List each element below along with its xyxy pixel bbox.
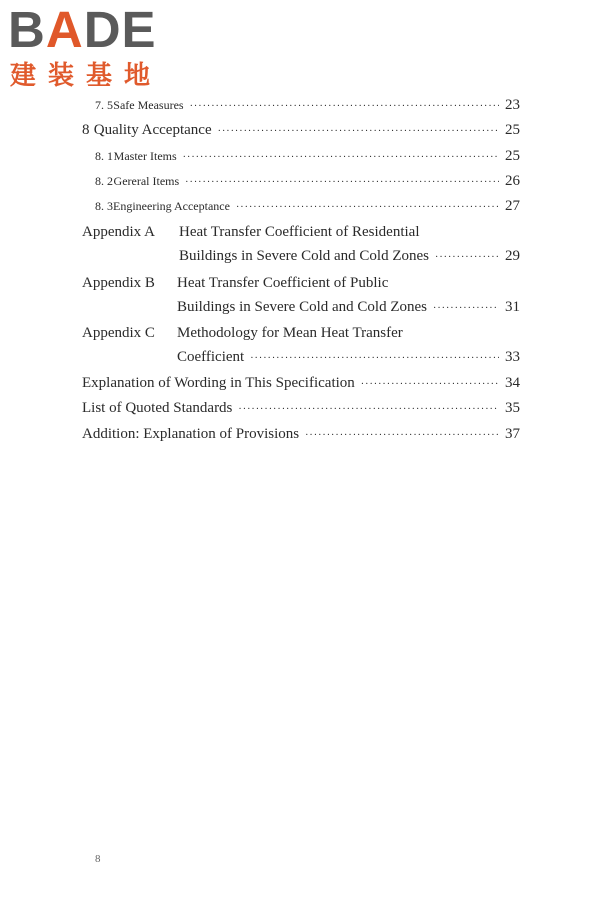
appendix-a-label[interactable]: Appendix A	[82, 224, 155, 240]
toc-entry-8[interactable]	[82, 122, 520, 139]
toc-entry-page: 26	[505, 173, 520, 189]
appendix-c-title-line2: Coefficient	[177, 349, 245, 365]
toc-entry-7-5[interactable]	[95, 97, 520, 114]
appendix-a-entry[interactable]	[179, 248, 520, 265]
logo-wordmark	[8, 1, 157, 58]
appendix-b-title-line2: Buildings in Severe Cold and Cold Zones	[177, 299, 427, 315]
appendix-b-entry[interactable]	[177, 299, 520, 316]
toc-entry-number: 7. 5	[95, 98, 113, 112]
appendix-b-title-line1: Heat Transfer Coefficient of Public	[177, 275, 389, 291]
appendix-c-entry[interactable]	[177, 349, 520, 366]
logo-chinese-text: 建装基地	[10, 61, 163, 91]
toc-entry-number: 8. 1	[95, 149, 113, 163]
appendix-a-page: 29	[505, 248, 520, 264]
toc-leader-dots	[238, 404, 499, 415]
toc-entry-title: Addition: Explanation of Provisions	[82, 426, 300, 442]
logo-letter-d: D	[83, 1, 122, 58]
appendix-c-page: 33	[505, 349, 520, 365]
logo-letter-e: E	[121, 1, 157, 58]
toc-leader-dots	[218, 126, 499, 137]
toc-entry-number: 8. 3	[95, 199, 113, 213]
toc-entry-number: 8	[82, 122, 90, 138]
toc-entry-8-1[interactable]	[95, 148, 520, 165]
logo-letter-a: A	[45, 1, 84, 58]
toc-entry-page: 25	[505, 148, 520, 164]
appendix-b-label[interactable]: Appendix B	[82, 275, 155, 291]
appendix-b-page: 31	[505, 299, 520, 315]
appendix-c-label[interactable]: Appendix C	[82, 325, 155, 341]
toc-leader-dots	[435, 252, 499, 263]
toc-entry-title: Master Items	[113, 149, 177, 163]
appendix-a-title-line2: Buildings in Severe Cold and Cold Zones	[179, 248, 429, 264]
toc-entry-explanation-of-wording[interactable]	[82, 375, 520, 392]
toc-leader-dots	[305, 430, 499, 441]
toc-entry-page: 37	[505, 426, 520, 442]
toc-entry-title: Gereral Items	[113, 174, 180, 188]
toc-entry-title: Safe Measures	[113, 98, 184, 112]
toc-leader-dots	[361, 379, 499, 390]
toc-entry-quoted-standards[interactable]	[82, 400, 520, 417]
logo-letter-b: B	[8, 1, 46, 58]
toc-entry-explanation-of-provisions[interactable]	[82, 426, 520, 443]
toc-entry-page: 27	[505, 198, 520, 214]
toc-leader-dots	[183, 152, 499, 163]
toc-leader-dots	[433, 303, 499, 314]
toc-entry-page: 23	[505, 97, 520, 113]
toc-entry-page: 25	[505, 122, 520, 138]
toc-entry-page: 35	[505, 400, 520, 416]
page-number: 8	[95, 853, 101, 865]
toc-leader-dots	[185, 177, 499, 188]
appendix-c-title-line1: Methodology for Mean Heat Transfer	[177, 325, 403, 341]
toc-entry-number: 8. 2	[95, 174, 113, 188]
toc-leader-dots	[250, 353, 499, 364]
toc-leader-dots	[236, 202, 499, 213]
bade-logo	[8, 1, 178, 94]
toc-entry-page: 34	[505, 375, 520, 391]
toc-entry-title: Engineering Acceptance	[113, 199, 230, 213]
appendix-a-title-line1: Heat Transfer Coefficient of Residential	[179, 224, 420, 240]
toc-entry-8-3[interactable]	[95, 198, 520, 215]
toc-entry-title: Quality Acceptance	[93, 122, 212, 138]
toc-leader-dots	[190, 101, 499, 112]
toc-entry-8-2[interactable]	[95, 173, 520, 190]
toc-entry-title: List of Quoted Standards	[82, 400, 233, 416]
toc-entry-title: Explanation of Wording in This Specification	[82, 375, 355, 391]
